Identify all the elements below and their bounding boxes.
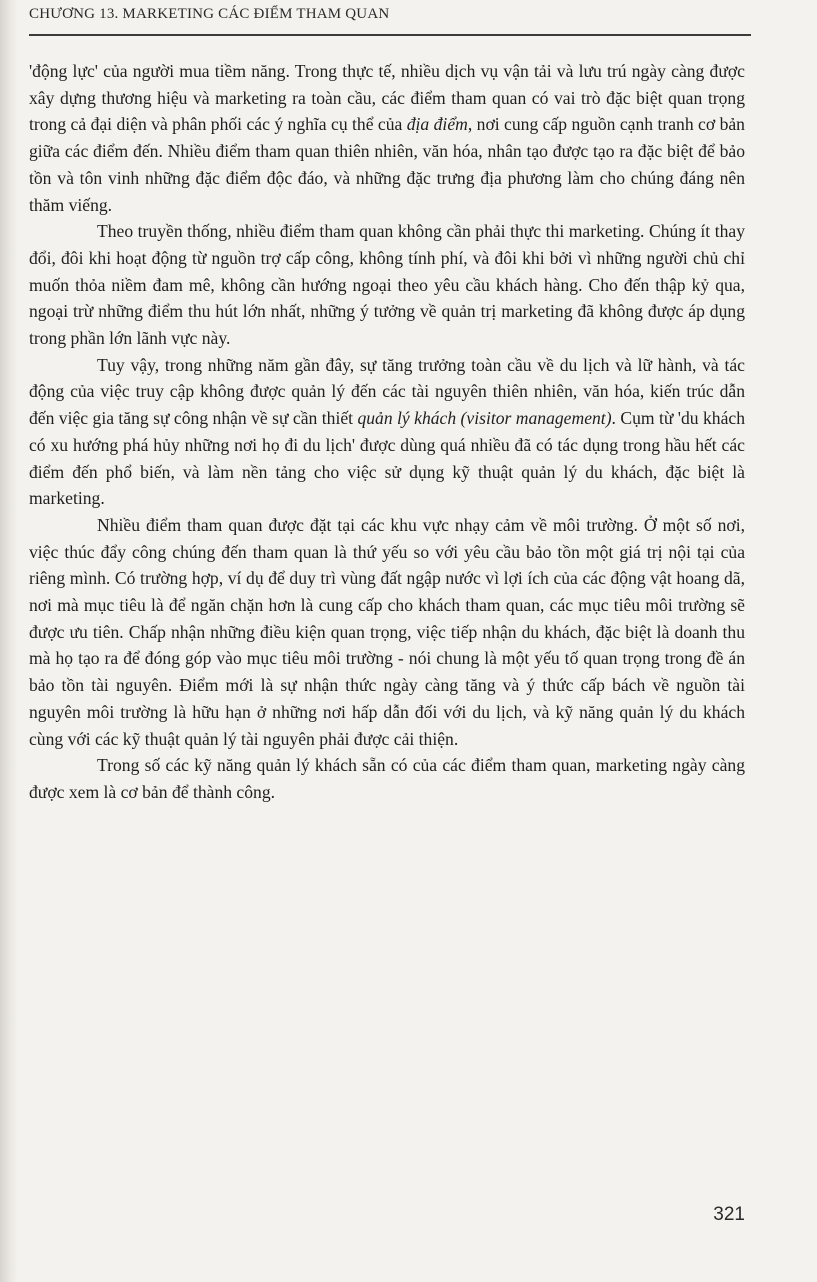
paragraph-3 <box>29 352 745 512</box>
scan-shadow <box>0 0 18 1282</box>
paragraph-3-emphasis: quản lý khách (visitor management) <box>357 408 612 429</box>
page-number: 321 <box>713 1204 745 1225</box>
body-text <box>29 58 745 806</box>
paragraph-1-text-after: , nơi cung cấp nguồn cạnh tranh cơ bản giữa các điểm đến. Nhiều điểm tham quan thiên nhiên, văn hóa, nhân tạo được tạo ra đặc biệt để bảo tồn và tôn vinh những đặc điểm độc đáo, và những đặc trưng địa phương làm cho chúng đáng nên thăm viếng. <box>29 114 745 215</box>
paragraph-3-text: Tuy vậy, trong những năm gần đây, sự tăng trưởng toàn cầu về du lịch và lữ hành, và tác động của việc truy cập không được quản lý đến các tài nguyên thiên nhiên, văn hóa, kiến trúc dẫn đến việc gia tăng sự công nhận về sự cần thiết <box>29 354 745 429</box>
paragraph-2: Theo truyền thống, nhiều điểm tham quan không cần phải thực thi marketing. Chúng ít thay đổi, đôi khi hoạt động từ nguồn trợ cấp công, không tính phí, và đôi khi bởi vì những người chủ chỉ muốn thỏa niềm đam mê, không cần hướng ngoại theo yêu cầu khách hàng. Cho đến thập kỷ qua, ngoại trừ những điểm thu hút lớn nhất, những ý tưởng về quản trị marketing đã không được áp dụng trong phần lớn lãnh vực này. <box>29 221 745 349</box>
book-page <box>29 0 751 1282</box>
paragraph-1 <box>29 58 745 218</box>
paragraph-4: Nhiều điểm tham quan được đặt tại các khu vực nhạy cảm về môi trường. Ở một số nơi, việc thúc đẩy công chúng đến tham quan là thứ yếu so với yêu cầu bảo tồn một giá trị nội tại của riêng mình. Có trường hợp, ví dụ để duy trì vùng đất ngập nước vì lợi ích của các động vật hoang dã, nơi mà mục tiêu là để ngăn chặn hơn là cung cấp cho khách tham quan, các mục tiêu môi trường sẽ được ưu tiên. Chấp nhận những điều kiện quan trọng, việc tiếp nhận du khách, đặc biệt là doanh thu mà họ tạo ra để đóng góp vào mục tiêu môi trường - nói chung là một yếu tố quan trọng trong đề án bảo tồn tài nguyên. Điểm mới là sự nhận thức ngày càng tăng và ý thức cấp bách về nguồn tài nguyên môi trường là hữu hạn ở những nơi hấp dẫn đối với du lịch, và kỹ năng quản lý du khách cùng với các kỹ thuật quản lý tài nguyên phải được cải thiện. <box>29 514 745 749</box>
paragraph-5: Trong số các kỹ năng quản lý khách sẵn có của các điểm tham quan, marketing ngày càng được xem là cơ bản để thành công. <box>29 755 745 802</box>
paragraph-1-emphasis: địa điểm <box>406 114 468 135</box>
paragraph-1-text: 'động lực' của người mua tiềm năng. Trong thực tế, nhiều dịch vụ vận tải và lưu trú ngày càng được xây dựng thương hiệu và marketing ra toàn cầu, các điểm tham quan có vai trò đặc biệt quan trọng trong cả đại diện và phân phối các ý nghĩa cụ thể của <box>29 61 745 135</box>
running-head: CHƯƠNG 13. MARKETING CÁC ĐIỂM THAM QUAN <box>29 6 390 22</box>
header-rule <box>29 34 751 36</box>
paragraph-3-text-after: . Cụm từ 'du khách có xu hướng phá hủy những nơi họ đi du lịch' được dùng quá nhiều đã có tác dụng trong hầu hết các điểm đến phổ biến, và làm nền tảng cho việc sử dụng kỹ thuật quản lý du khách, đặc biệt là marketing. <box>29 408 745 509</box>
